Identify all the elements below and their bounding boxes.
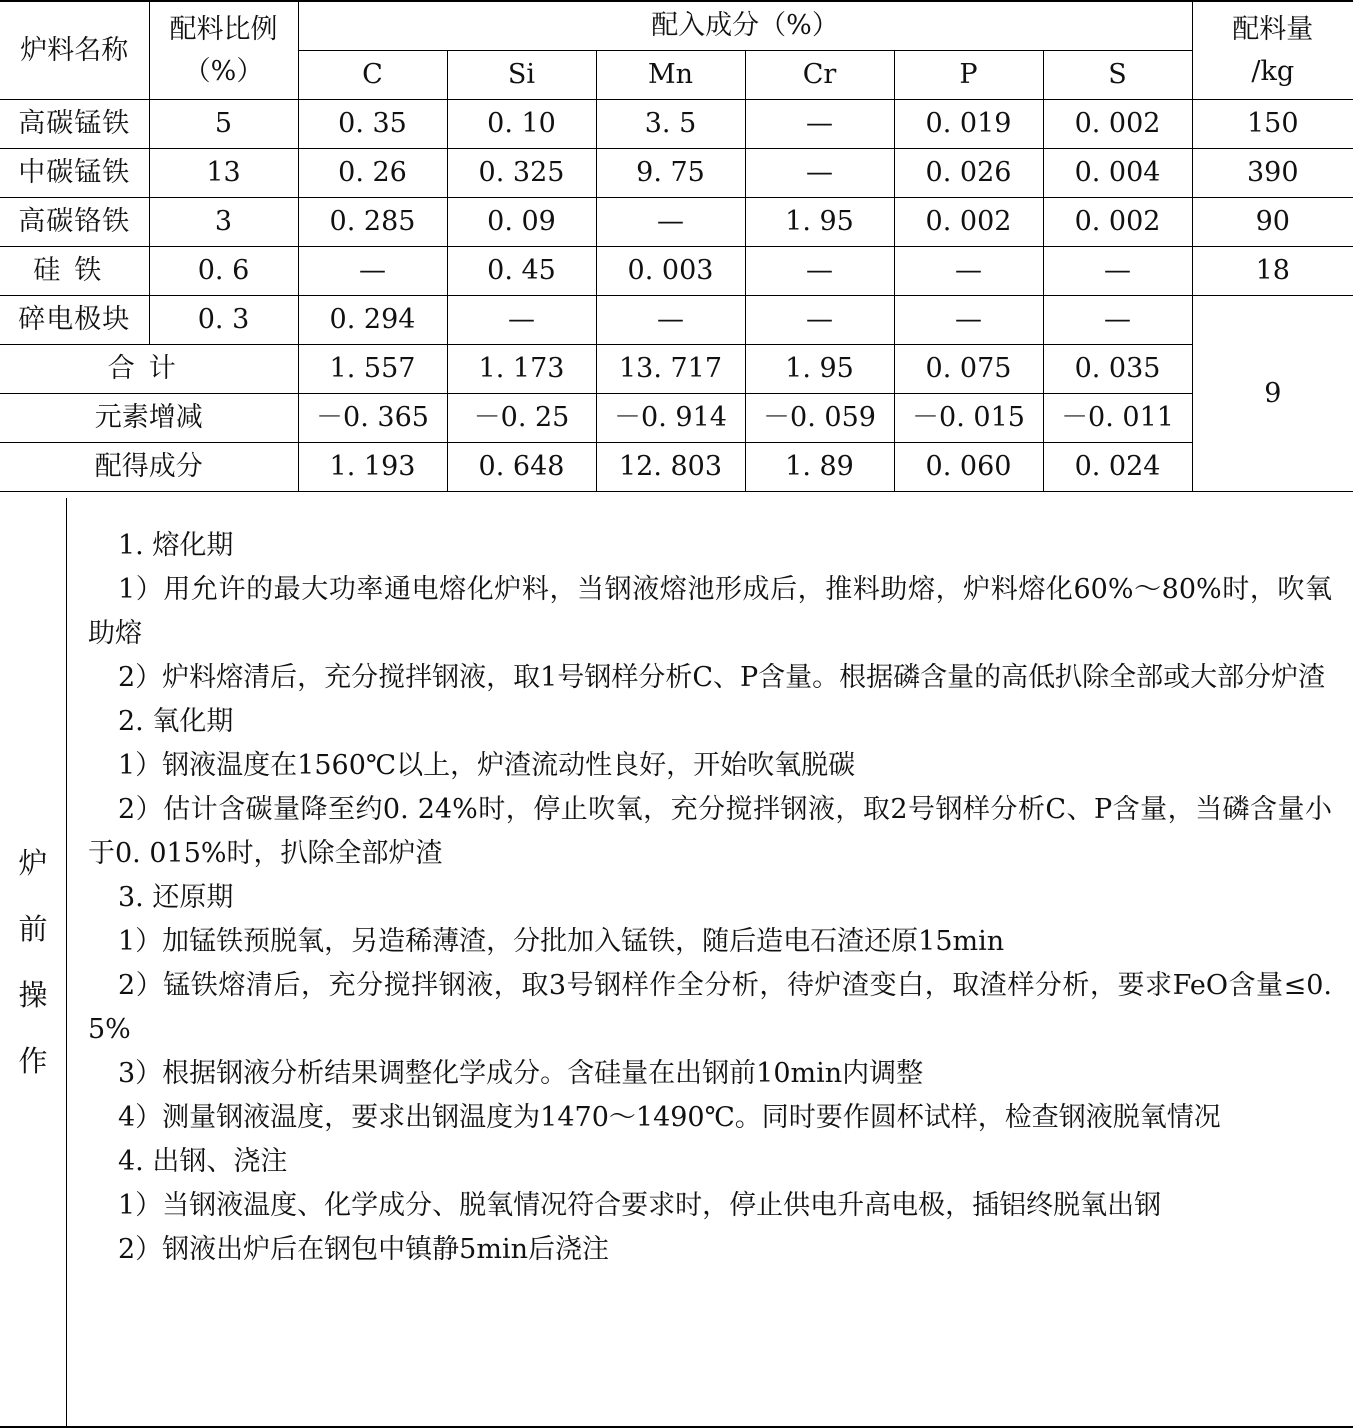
- operation-step: 2）钢液出炉后在钢包中镇静5min后浇注: [118, 1234, 609, 1265]
- value-cell: 1. 557: [298, 345, 447, 394]
- value-cell: 0. 002: [1043, 100, 1192, 149]
- amount-cell: 18: [1192, 247, 1353, 296]
- value-cell: 0. 004: [1043, 149, 1192, 198]
- stage-heading: 1. 熔化期: [118, 530, 234, 561]
- table-row: [0, 198, 1353, 247]
- header-name: 炉料名称: [0, 1, 149, 100]
- ratio-cell: 0. 3: [149, 296, 298, 345]
- element-header: P: [894, 51, 1043, 100]
- element-header: Mn: [596, 51, 745, 100]
- value-cell: －0. 25: [447, 394, 596, 443]
- operations-label-char: 前: [18, 912, 48, 946]
- element-header: Si: [447, 51, 596, 100]
- table-row: [0, 247, 1353, 296]
- value-cell: —: [894, 296, 1043, 345]
- value-cell: 0. 003: [596, 247, 745, 296]
- material-name: 中碳锰铁: [0, 149, 149, 198]
- operation-step: 4）测量钢液温度，要求出钢温度为1470～1490℃。同时要作圆杯试样，检查钢液脱氧情况: [118, 1102, 1221, 1133]
- header-amount-line1: 配料量: [1232, 13, 1314, 45]
- stage-heading: 4. 出钢、浇注: [118, 1146, 288, 1177]
- summary-row: [0, 345, 1353, 394]
- ratio-cell: 13: [149, 149, 298, 198]
- value-cell: —: [298, 247, 447, 296]
- value-cell: －0. 365: [298, 394, 447, 443]
- operation-step: 2）炉料熔清后，充分搅拌钢液，取1号钢样分析C、P含量。根据磷含量的高低扒除全部或大部分炉渣: [118, 662, 1326, 693]
- value-cell: 3. 5: [596, 100, 745, 149]
- value-cell: 0. 26: [298, 149, 447, 198]
- value-cell: 0. 09: [447, 198, 596, 247]
- stage-heading: 2. 氧化期: [118, 706, 234, 737]
- value-cell: —: [1043, 296, 1192, 345]
- operations-label: [0, 498, 67, 1426]
- value-cell: 0. 45: [447, 247, 596, 296]
- charge-table: [0, 0, 1353, 492]
- value-cell: 0. 035: [1043, 345, 1192, 394]
- value-cell: －0. 015: [894, 394, 1043, 443]
- operation-step: 1）用允许的最大功率通电熔化炉料，当钢液熔池形成后，推料助熔，炉料熔化60%～80%时，吹氧助熔: [88, 574, 1332, 649]
- summary-label: 合计: [0, 345, 298, 394]
- amount-cell: 90: [1192, 198, 1353, 247]
- value-cell: 12. 803: [596, 443, 745, 492]
- amount-cell: 9: [1192, 296, 1353, 492]
- operation-step: 1）钢液温度在1560℃以上，炉渣流动性良好，开始吹氧脱碳: [118, 750, 856, 781]
- ratio-cell: 0. 6: [149, 247, 298, 296]
- operations-section: [0, 498, 1353, 1428]
- value-cell: 1. 89: [745, 443, 894, 492]
- value-cell: 0. 060: [894, 443, 1043, 492]
- value-cell: 1. 95: [745, 198, 894, 247]
- value-cell: 0. 648: [447, 443, 596, 492]
- value-cell: —: [745, 100, 894, 149]
- element-header: S: [1043, 51, 1192, 100]
- element-header: C: [298, 51, 447, 100]
- value-cell: —: [447, 296, 596, 345]
- header-ratio-line2: （%）: [183, 55, 264, 87]
- value-cell: 0. 325: [447, 149, 596, 198]
- value-cell: －0. 011: [1043, 394, 1192, 443]
- header-composition: 配入成分（%）: [298, 1, 1192, 51]
- value-cell: 0. 002: [894, 198, 1043, 247]
- value-cell: —: [1043, 247, 1192, 296]
- table-row: [0, 149, 1353, 198]
- header-amount-line2: /kg: [1251, 55, 1295, 87]
- value-cell: 0. 35: [298, 100, 447, 149]
- operations-label-char: 操: [18, 978, 48, 1012]
- operation-step: 1）当钢液温度、化学成分、脱氧情况符合要求时，停止供电升高电极，插铝终脱氧出钢: [118, 1190, 1162, 1221]
- value-cell: 0. 026: [894, 149, 1043, 198]
- value-cell: —: [894, 247, 1043, 296]
- ratio-cell: 5: [149, 100, 298, 149]
- material-name: 碎电极块: [0, 296, 149, 345]
- header-row: [0, 1, 1353, 51]
- material-name: 高碳锰铁: [0, 100, 149, 149]
- value-cell: －0. 059: [745, 394, 894, 443]
- material-name: 高碳铬铁: [0, 198, 149, 247]
- value-cell: 0. 024: [1043, 443, 1192, 492]
- value-cell: 1. 173: [447, 345, 596, 394]
- value-cell: 1. 193: [298, 443, 447, 492]
- amount-cell: 150: [1192, 100, 1353, 149]
- value-cell: 0. 019: [894, 100, 1043, 149]
- value-cell: 0. 075: [894, 345, 1043, 394]
- operation-step: 2）锰铁熔清后，充分搅拌钢液，取3号钢样作全分析，待炉渣变白，取渣样分析，要求FeO含量≤0. 5%: [88, 970, 1332, 1045]
- value-cell: 13. 717: [596, 345, 745, 394]
- value-cell: －0. 914: [596, 394, 745, 443]
- operations-text: [88, 524, 1332, 1272]
- summary-label: 元素增减: [0, 394, 298, 443]
- summary-row: [0, 443, 1353, 492]
- value-cell: —: [745, 296, 894, 345]
- table-row: [0, 100, 1353, 149]
- value-cell: 0. 002: [1043, 198, 1192, 247]
- value-cell: —: [745, 149, 894, 198]
- material-name: 硅铁: [0, 247, 149, 296]
- operations-label-char: 作: [18, 1044, 48, 1078]
- value-cell: 0. 285: [298, 198, 447, 247]
- value-cell: —: [596, 198, 745, 247]
- table-row: [0, 296, 1353, 345]
- ratio-cell: 3: [149, 198, 298, 247]
- operation-step: 2）估计含碳量降至约0. 24%时，停止吹氧，充分搅拌钢液，取2号钢样分析C、P含量，当磷含量小于0. 015%时，扒除全部炉渣: [88, 794, 1332, 869]
- operation-step: 3）根据钢液分析结果调整化学成分。含硅量在出钢前10min内调整: [118, 1058, 924, 1089]
- stage-heading: 3. 还原期: [118, 882, 234, 913]
- summary-label: 配得成分: [0, 443, 298, 492]
- value-cell: 1. 95: [745, 345, 894, 394]
- header-ratio-line1: 配料比例: [169, 13, 278, 45]
- value-cell: 0. 10: [447, 100, 596, 149]
- value-cell: 0. 294: [298, 296, 447, 345]
- operations-label-char: 炉: [18, 846, 48, 880]
- header-amount: [1192, 1, 1353, 100]
- header-ratio: [149, 1, 298, 100]
- value-cell: —: [745, 247, 894, 296]
- operation-step: 1）加锰铁预脱氧，另造稀薄渣，分批加入锰铁，随后造电石渣还原15min: [118, 926, 1005, 957]
- value-cell: 9. 75: [596, 149, 745, 198]
- summary-row: [0, 394, 1353, 443]
- element-header: Cr: [745, 51, 894, 100]
- value-cell: —: [596, 296, 745, 345]
- amount-cell: 390: [1192, 149, 1353, 198]
